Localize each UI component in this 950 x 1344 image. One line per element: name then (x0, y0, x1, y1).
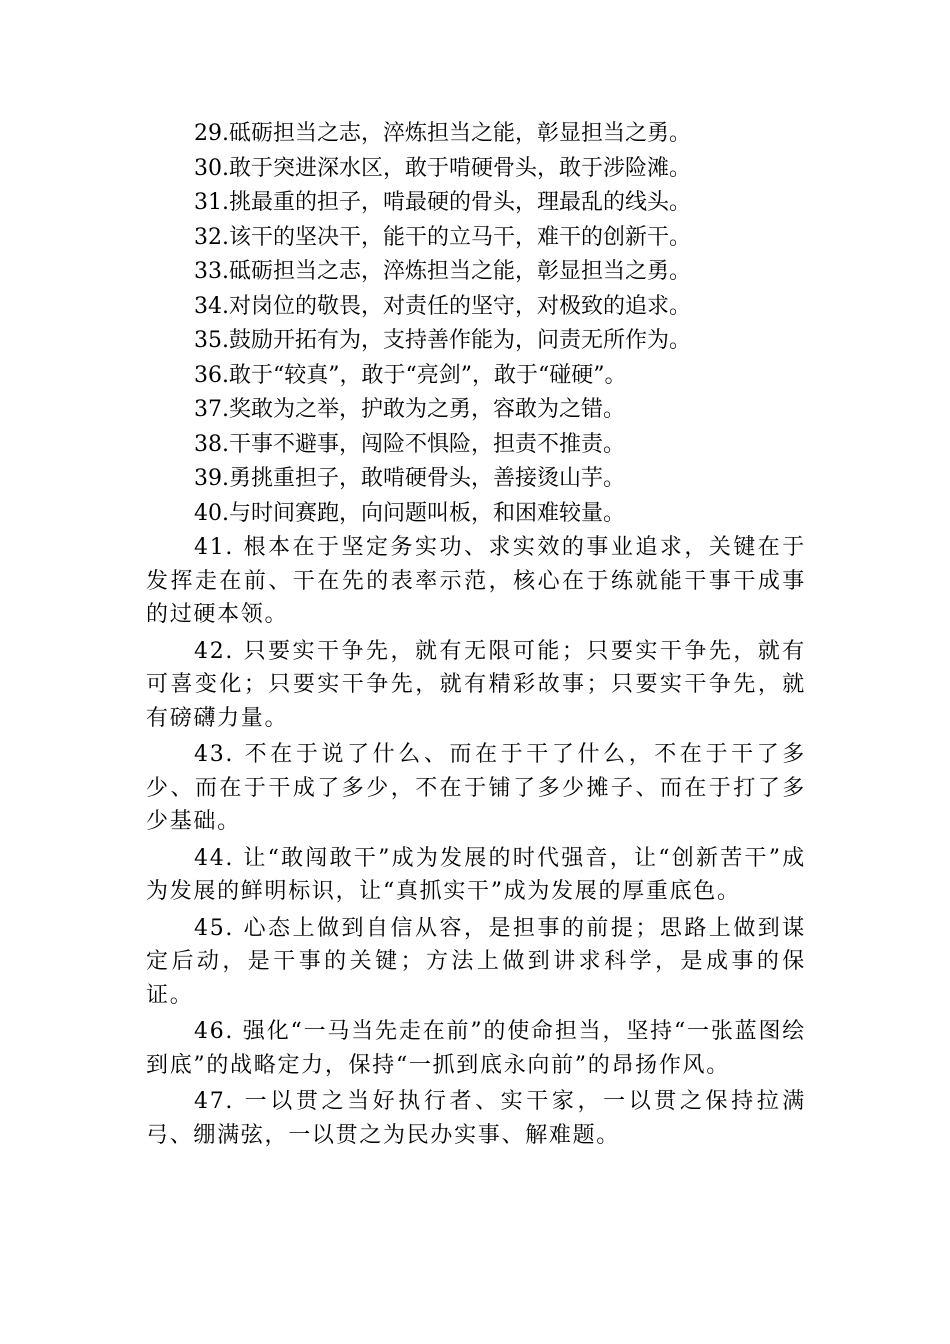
list-item-33: 33.砥砺担当之志，淬炼担当之能，彰显担当之勇。 (194, 259, 691, 284)
paragraph-45: 45. 心态上做到自信从容，是担事的前提；思路上做到谋定后动，是干事的关键；方法上做到讲求科学，是成事的保证。 (146, 915, 806, 1008)
list-item-31: 31.挑最重的担子，啃最硬的骨头，理最乱的线头。 (194, 190, 691, 215)
paragraph-41: 41. 根本在于坚定务实功、求实效的事业追求，关键在于发挥走在前、干在先的表率示范，核心在于练就能干事干成事的过硬本领。 (146, 535, 806, 627)
paragraph-42: 42. 只要实干争先，就有无限可能；只要实干争先，就有可喜变化；只要实干争先，就有精彩故事；只要实干争先，就有磅礴力量。 (146, 638, 806, 731)
list-item-30: 30.敢于突进深水区，敢于啃硬骨头，敢于涉险滩。 (194, 155, 691, 181)
list-item-34: 34.对岗位的敬畏，对责任的坚守，对极致的追求。 (194, 293, 691, 319)
paragraph-46: 46. 强化“一马当先走在前”的使命担当，坚持“一张蓝图绘到底”的战略定力，保持“一抓到底永向前”的昂扬作风。 (146, 1019, 806, 1078)
list-item-32: 32.该干的坚决干，能干的立马干，难干的创新干。 (194, 224, 691, 250)
document-page (146, 117, 806, 1155)
list-item-37: 37.奖敢为之举，护敢为之勇，容敢为之错。 (194, 397, 625, 422)
list-item-40: 40.与时间赛跑，向问题叫板，和困难较量。 (194, 500, 625, 526)
list-item-36: 36.敢于“较真”，敢于“亮剑”，敢于“碰硬”。 (194, 362, 627, 388)
list-item-29: 29.砥砺担当之志，淬炼担当之能，彰显担当之勇。 (194, 121, 691, 146)
list-item-35: 35.鼓励开拓有为，支持善作能为，问责无所作为。 (194, 328, 691, 353)
paragraph-44: 44. 让“敢闯敢干”成为发展的时代强音，让“创新苦干”成为发展的鲜明标识，让“真抓实干”成为发展的厚重底色。 (146, 845, 806, 904)
paragraph-47: 47. 一以贯之当好执行者、实干家，一以贯之保持拉满弓、绷满弦，一以贯之为民办实事、解难题。 (146, 1089, 806, 1148)
paragraph-43: 43. 不在于说了什么、而在于干了什么，不在于干了多少、而在于干成了多少，不在于铺了多少摊子、而在于打了多少基础。 (146, 742, 806, 834)
list-item-38: 38.干事不避事，闯险不惧险，担责不推责。 (194, 431, 625, 457)
list-item-39: 39.勇挑重担子，敢啃硬骨头，善接烫山芋。 (194, 466, 625, 491)
